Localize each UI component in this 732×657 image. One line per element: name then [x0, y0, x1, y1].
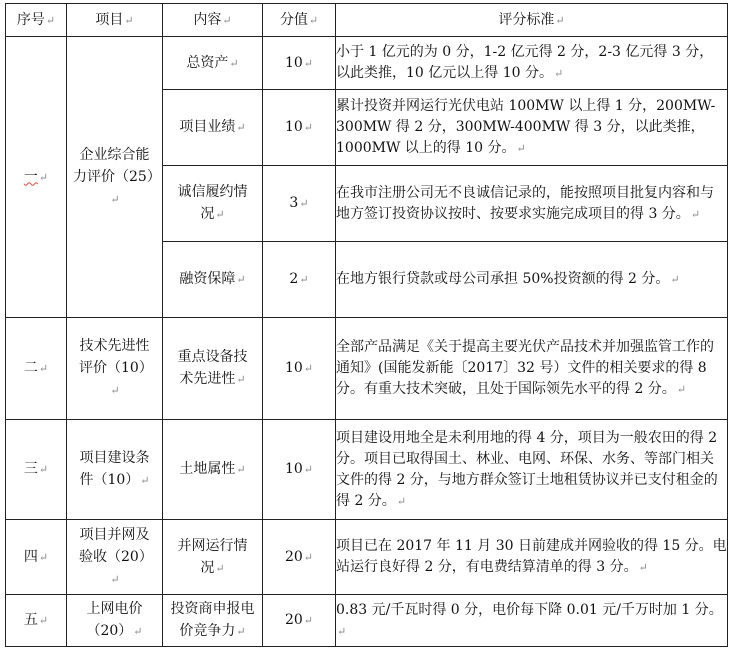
- paragraph-mark: ↵: [229, 56, 239, 70]
- paragraph-mark: ↵: [215, 208, 225, 221]
- header-no: 序号↵: [6, 4, 67, 37]
- paragraph-mark: ↵: [222, 13, 232, 27]
- paragraph-mark: ↵: [110, 572, 120, 586]
- score-cell: 10↵: [263, 90, 336, 166]
- paragraph-mark: ↵: [236, 373, 246, 386]
- criteria-cell: 全部产品满足《关于提高主要光伏产品技术并加强监管工作的通知》(国能发新能〔2017〕32 号）文件的相关要求的得 8 分。有重大技术突破，且处于国际领先水平的得 2 分。↵: [336, 318, 728, 420]
- table-row: [6, 520, 728, 595]
- paragraph-mark: ↵: [38, 463, 49, 476]
- header-score: 分值↵: [263, 4, 336, 37]
- project-cell: 企业综合能力评价（25）↵: [67, 37, 163, 318]
- paragraph-mark: ↵: [308, 13, 319, 27]
- row-number: 三↵: [6, 420, 67, 520]
- paragraph-mark: ↵: [133, 625, 143, 638]
- criteria-cell: 累计投资并网运行光伏电站 100MW 以上得 1 分，200MW-300MW 得 2 分，300MW-400MW 得 3 分，以此类推，1000MW 以上的得 10 分。↵: [336, 90, 728, 166]
- header-content: 内容↵: [163, 4, 263, 37]
- paragraph-mark: ↵: [236, 273, 246, 286]
- paragraph-mark: ↵: [303, 463, 314, 476]
- paragraph-mark: ↵: [676, 383, 687, 396]
- content-cell: 土地属性↵: [163, 420, 263, 520]
- score-cell: 10↵: [263, 37, 336, 90]
- paragraph-mark: ↵: [110, 192, 120, 206]
- project-cell: 上网电价（20）↵: [67, 595, 163, 647]
- content-cell: 诚信履约情况↵: [163, 166, 263, 242]
- paragraph-mark: ↵: [303, 614, 314, 627]
- project-cell: 项目并网及验收（20）↵: [67, 520, 163, 595]
- criteria-cell: 0.83 元/千瓦时得 0 分，电价每下降 0.01 元/千万时加 1 分。↵: [336, 595, 728, 647]
- paragraph-mark: ↵: [303, 56, 314, 70]
- paragraph-mark: ↵: [215, 561, 225, 575]
- project-cell: 项目建设条件（10）↵: [67, 420, 163, 520]
- content-cell: 并网运行情况↵: [163, 520, 263, 595]
- paragraph-mark: ↵: [553, 67, 564, 80]
- score-cell: 10↵: [263, 420, 336, 520]
- criteria-cell: 小于 1 亿元的为 0 分，1-2 亿元得 2 分，2-3 亿元得 3 分，以此类推，10 亿元以上得 10 分。↵: [336, 37, 728, 90]
- row-number: 二↵: [6, 318, 67, 420]
- paragraph-mark: ↵: [38, 614, 49, 627]
- paragraph-mark: ↵: [303, 550, 314, 564]
- paragraph-mark: ↵: [555, 13, 565, 27]
- paragraph-mark: ↵: [638, 561, 648, 574]
- score-cell: 3↵: [263, 166, 336, 242]
- paragraph-mark: ↵: [236, 625, 246, 638]
- paragraph-mark: ↵: [45, 13, 56, 27]
- paragraph-mark: ↵: [690, 207, 701, 221]
- row-number: 五↵: [6, 595, 67, 647]
- criteria-cell: 项目已在 2017 年 11 月 30 日前建成并网验收的得 15 分。电站运行良好得 2 分，有电费结算清单的得 3 分。↵: [336, 520, 728, 595]
- paragraph-mark: ↵: [516, 142, 526, 155]
- paragraph-mark: ↵: [38, 362, 49, 375]
- content-cell: 总资产↵: [163, 37, 263, 90]
- paragraph-mark: ↵: [38, 170, 49, 184]
- score-cell: 10↵: [263, 318, 336, 420]
- paragraph-mark: ↵: [140, 474, 150, 487]
- paragraph-mark: ↵: [303, 362, 314, 375]
- paragraph-mark: ↵: [110, 384, 120, 397]
- content-cell: 重点设备技术先进性↵: [163, 318, 263, 420]
- paragraph-mark: ↵: [236, 121, 246, 134]
- header-project: 项目↵: [67, 4, 163, 37]
- header-row: [6, 4, 728, 37]
- paragraph-mark: ↵: [396, 494, 407, 508]
- paragraph-mark: ↵: [337, 624, 347, 638]
- content-cell: 投资商申报电价竞争力↵: [163, 595, 263, 647]
- criteria-cell: 项目建设用地全是未利用地的得 4 分，项目为一般农田的得 2 分。项目已取得国土、林业、电网、环保、水务、等部门相关文件的得 2 分，与地方群众签订土地租赁协议并已支付租金的得 2 分。↵: [336, 420, 728, 520]
- paragraph-mark: ↵: [124, 13, 134, 27]
- row-number: 四↵: [6, 520, 67, 595]
- table-row: [6, 420, 728, 520]
- table-row: [6, 37, 728, 90]
- header-criteria: 评分标准↵: [336, 4, 728, 37]
- criteria-cell: 在地方银行贷款或母公司承担 50%投资额的得 2 分。↵: [336, 242, 728, 318]
- paragraph-mark: ↵: [670, 273, 680, 286]
- score-cell: 20↵: [263, 595, 336, 647]
- paragraph-mark: ↵: [38, 550, 49, 564]
- paragraph-mark: ↵: [299, 197, 309, 210]
- table-row: [6, 595, 728, 647]
- score-cell: 2↵: [263, 242, 336, 318]
- content-cell: 融资保障↵: [163, 242, 263, 318]
- project-cell: 技术先进性评价（10）↵: [67, 318, 163, 420]
- table-row: [6, 318, 728, 420]
- content-cell: 项目业绩↵: [163, 90, 263, 166]
- paragraph-mark: ↵: [236, 463, 246, 476]
- paragraph-mark: ↵: [299, 273, 309, 286]
- paragraph-mark: ↵: [303, 121, 314, 134]
- score-cell: 20↵: [263, 520, 336, 595]
- row-number: 一↵: [6, 37, 67, 318]
- criteria-cell: 在我市注册公司无不良诚信记录的，能按照项目批复内容和与地方签订投资协议按时、按要求实施完成项目的得 3 分。↵: [336, 166, 728, 242]
- scoring-table: [5, 3, 728, 647]
